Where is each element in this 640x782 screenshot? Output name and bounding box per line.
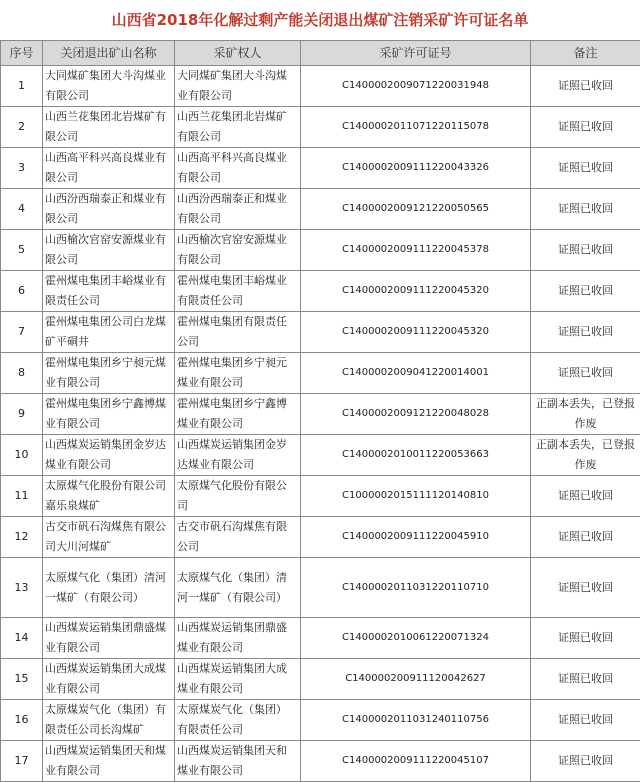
header-rights-holder: 采矿权人 (175, 41, 301, 66)
mine-name: 太原煤气化股份有限公司嘉乐泉煤矿 (43, 476, 175, 517)
rights-holder: 山西煤炭运销集团鼎盛煤业有限公司 (175, 618, 301, 659)
row-index: 15 (1, 659, 43, 700)
mine-name: 霍州煤电集团乡宁昶元煤业有限公司 (43, 353, 175, 394)
rights-holder: 山西煤炭运销集团天和煤业有限公司 (175, 741, 301, 782)
permit-number: C1400002009111220045320 (301, 312, 531, 353)
permit-number: C1400002009111220045378 (301, 230, 531, 271)
rights-holder: 霍州煤电集团丰峪煤业有限责任公司 (175, 271, 301, 312)
table-row (1, 271, 640, 312)
table-row (1, 148, 640, 189)
mine-name: 古交市矾石沟煤焦有限公司大川河煤矿 (43, 517, 175, 558)
row-index: 17 (1, 741, 43, 782)
rights-holder: 古交市矾石沟煤焦有限公司 (175, 517, 301, 558)
mine-name: 山西汾西瑞泰正和煤业有限公司 (43, 189, 175, 230)
mine-name: 山西榆次官窑安源煤业有限公司 (43, 230, 175, 271)
mine-name: 大同煤矿集团大斗沟煤业有限公司 (43, 66, 175, 107)
header-remarks: 备注 (531, 41, 640, 66)
remarks: 证照已收回 (531, 230, 640, 271)
mine-name: 霍州煤电集团丰峪煤业有限责任公司 (43, 271, 175, 312)
permit-number: C1400002009111220045910 (301, 517, 531, 558)
table-row (1, 394, 640, 435)
header-permit-number: 采矿许可证号 (301, 41, 531, 66)
row-index: 7 (1, 312, 43, 353)
mine-name: 山西高平科兴高良煤业有限公司 (43, 148, 175, 189)
table-row (1, 230, 640, 271)
permit-number: C140000200911120042627 (301, 659, 531, 700)
header-index: 序号 (1, 41, 43, 66)
row-index: 10 (1, 435, 43, 476)
rights-holder: 山西榆次官窑安源煤业有限公司 (175, 230, 301, 271)
mine-name: 山西煤炭运销集团鼎盛煤业有限公司 (43, 618, 175, 659)
row-index: 16 (1, 700, 43, 741)
row-index: 13 (1, 558, 43, 618)
remarks: 证照已收回 (531, 148, 640, 189)
table-row (1, 107, 640, 148)
row-index: 9 (1, 394, 43, 435)
row-index: 5 (1, 230, 43, 271)
row-index: 4 (1, 189, 43, 230)
permit-number: C1400002009111220043326 (301, 148, 531, 189)
table-row (1, 435, 640, 476)
table-header-row (1, 41, 640, 66)
remarks: 证照已收回 (531, 558, 640, 618)
permit-number: C1400002009121220050565 (301, 189, 531, 230)
mine-name: 山西煤炭运销集团大成煤业有限公司 (43, 659, 175, 700)
row-index: 12 (1, 517, 43, 558)
rights-holder: 霍州煤电集团有限责任公司 (175, 312, 301, 353)
rights-holder: 山西汾西瑞泰正和煤业有限公司 (175, 189, 301, 230)
rights-holder: 大同煤矿集团大斗沟煤业有限公司 (175, 66, 301, 107)
permit-number: C1400002009041220014001 (301, 353, 531, 394)
table-row (1, 312, 640, 353)
remarks: 证照已收回 (531, 271, 640, 312)
permit-number: C1400002009111220045320 (301, 271, 531, 312)
table-row (1, 558, 640, 618)
table-row (1, 476, 640, 517)
rights-holder: 太原煤炭气化（集团）有限责任公司 (175, 700, 301, 741)
remarks: 证照已收回 (531, 700, 640, 741)
permit-number: C1400002009121220048028 (301, 394, 531, 435)
remarks: 证照已收回 (531, 741, 640, 782)
row-index: 8 (1, 353, 43, 394)
table-row (1, 517, 640, 558)
table-row (1, 741, 640, 782)
row-index: 3 (1, 148, 43, 189)
permit-number: C1400002009111220045107 (301, 741, 531, 782)
mine-name: 太原煤气化（集团）清河一煤矿（有限公司） (43, 558, 175, 618)
table-row (1, 189, 640, 230)
remarks: 正副本丢失，已登报作废 (531, 394, 640, 435)
table-row (1, 618, 640, 659)
permit-number: C1400002011031220110710 (301, 558, 531, 618)
mine-name: 霍州煤电集团公司白龙煤矿平硐井 (43, 312, 175, 353)
remarks: 正副本丢失，已登报作废 (531, 435, 640, 476)
table-row (1, 353, 640, 394)
rights-holder: 太原煤气化（集团）清河一煤矿（有限公司） (175, 558, 301, 618)
remarks: 证照已收回 (531, 66, 640, 107)
row-index: 1 (1, 66, 43, 107)
permit-number: C1400002010061220071324 (301, 618, 531, 659)
table-row (1, 659, 640, 700)
permit-number: C1400002009071220031948 (301, 66, 531, 107)
mine-name: 太原煤炭气化（集团）有限责任公司长沟煤矿 (43, 700, 175, 741)
row-index: 2 (1, 107, 43, 148)
rights-holder: 山西煤炭运销集团大成煤业有限公司 (175, 659, 301, 700)
mine-name: 山西煤炭运销集团天和煤业有限公司 (43, 741, 175, 782)
header-mine-name: 关闭退出矿山名称 (43, 41, 175, 66)
permit-number: C1400002011071220115078 (301, 107, 531, 148)
remarks: 证照已收回 (531, 476, 640, 517)
row-index: 6 (1, 271, 43, 312)
rights-holder: 山西高平科兴高良煤业有限公司 (175, 148, 301, 189)
page-title: 山西省2018年化解过剩产能关闭退出煤矿注销采矿许可证名单 (0, 0, 640, 40)
remarks: 证照已收回 (531, 618, 640, 659)
permit-table (0, 40, 640, 782)
remarks: 证照已收回 (531, 312, 640, 353)
rights-holder: 山西兰花集团北岩煤矿有限公司 (175, 107, 301, 148)
mine-name: 山西煤炭运销集团金岁达煤业有限公司 (43, 435, 175, 476)
permit-number: C1000002015111120140810 (301, 476, 531, 517)
permit-number: C1400002010011220053663 (301, 435, 531, 476)
remarks: 证照已收回 (531, 659, 640, 700)
mine-name: 山西兰花集团北岩煤矿有限公司 (43, 107, 175, 148)
table-row (1, 66, 640, 107)
remarks: 证照已收回 (531, 107, 640, 148)
row-index: 11 (1, 476, 43, 517)
rights-holder: 霍州煤电集团乡宁鑫博煤业有限公司 (175, 394, 301, 435)
rights-holder: 太原煤气化股份有限公司 (175, 476, 301, 517)
remarks: 证照已收回 (531, 189, 640, 230)
mine-name: 霍州煤电集团乡宁鑫博煤业有限公司 (43, 394, 175, 435)
rights-holder: 霍州煤电集团乡宁昶元煤业有限公司 (175, 353, 301, 394)
table-row (1, 700, 640, 741)
remarks: 证照已收回 (531, 353, 640, 394)
remarks: 证照已收回 (531, 517, 640, 558)
row-index: 14 (1, 618, 43, 659)
permit-number: C1400002011031240110756 (301, 700, 531, 741)
rights-holder: 山西煤炭运销集团金岁达煤业有限公司 (175, 435, 301, 476)
